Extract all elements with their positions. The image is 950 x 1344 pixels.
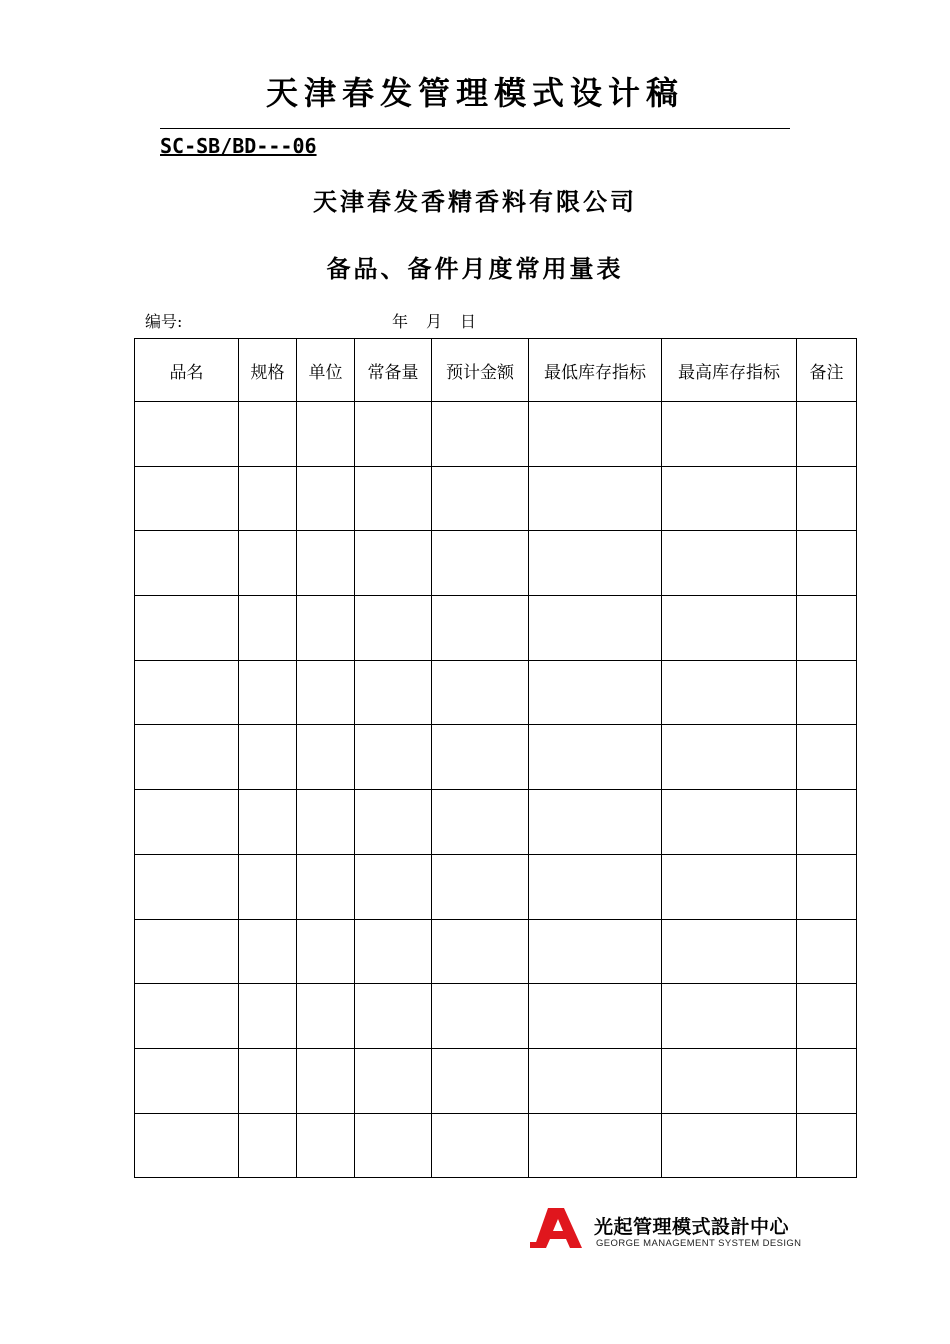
table-cell[interactable] bbox=[662, 402, 797, 467]
table-cell[interactable] bbox=[135, 984, 239, 1049]
table-cell[interactable] bbox=[355, 466, 432, 531]
table-cell[interactable] bbox=[529, 531, 662, 596]
table-cell[interactable] bbox=[432, 1048, 529, 1113]
table-cell[interactable] bbox=[797, 1113, 857, 1178]
table-cell[interactable] bbox=[355, 402, 432, 467]
column-header-max-stock: 最高库存指标 bbox=[662, 339, 797, 402]
table-cell[interactable] bbox=[355, 531, 432, 596]
table-cell[interactable] bbox=[239, 984, 297, 1049]
table-cell[interactable] bbox=[355, 790, 432, 855]
table-cell[interactable] bbox=[135, 660, 239, 725]
table-cell[interactable] bbox=[797, 596, 857, 661]
table-cell[interactable] bbox=[135, 919, 239, 984]
table-cell[interactable] bbox=[432, 531, 529, 596]
table-row bbox=[135, 1113, 857, 1178]
table-cell[interactable] bbox=[355, 596, 432, 661]
table-cell[interactable] bbox=[662, 466, 797, 531]
table-cell[interactable] bbox=[297, 919, 355, 984]
table-cell[interactable] bbox=[297, 660, 355, 725]
table-cell[interactable] bbox=[797, 984, 857, 1049]
table-cell[interactable] bbox=[239, 1113, 297, 1178]
table-cell[interactable] bbox=[297, 790, 355, 855]
number-label: 编号: bbox=[145, 312, 183, 331]
table-cell[interactable] bbox=[135, 1113, 239, 1178]
table-row bbox=[135, 984, 857, 1049]
month-label: 月 bbox=[426, 312, 443, 331]
date-line bbox=[392, 309, 476, 332]
table-cell[interactable] bbox=[797, 790, 857, 855]
column-header-standing-qty: 常备量 bbox=[355, 339, 432, 402]
table-cell[interactable] bbox=[135, 466, 239, 531]
table-cell[interactable] bbox=[432, 466, 529, 531]
column-header-spec: 规格 bbox=[239, 339, 297, 402]
table-cell[interactable] bbox=[135, 854, 239, 919]
table-cell[interactable] bbox=[297, 402, 355, 467]
table-cell[interactable] bbox=[797, 660, 857, 725]
table-cell[interactable] bbox=[529, 854, 662, 919]
table-cell[interactable] bbox=[662, 725, 797, 790]
table-cell[interactable] bbox=[239, 466, 297, 531]
header-title: 天津春发管理模式设计稿 bbox=[265, 74, 684, 112]
table-cell[interactable] bbox=[432, 660, 529, 725]
table-cell[interactable] bbox=[432, 725, 529, 790]
table-cell[interactable] bbox=[432, 596, 529, 661]
table-cell[interactable] bbox=[135, 725, 239, 790]
table-cell[interactable] bbox=[797, 1048, 857, 1113]
table-cell[interactable] bbox=[662, 660, 797, 725]
table-row bbox=[135, 1048, 857, 1113]
letter-a-logo-icon bbox=[530, 1208, 586, 1248]
column-header-remarks: 备注 bbox=[797, 339, 857, 402]
table-cell[interactable] bbox=[355, 725, 432, 790]
document-code: SC-SB/BD---06 bbox=[160, 134, 317, 158]
table-row bbox=[135, 919, 857, 984]
table-cell[interactable] bbox=[135, 596, 239, 661]
table-cell[interactable] bbox=[662, 854, 797, 919]
table-cell[interactable] bbox=[529, 984, 662, 1049]
table-cell[interactable] bbox=[355, 854, 432, 919]
table-cell[interactable] bbox=[432, 919, 529, 984]
column-header-min-stock: 最低库存指标 bbox=[529, 339, 662, 402]
table-cell[interactable] bbox=[797, 919, 857, 984]
table-cell[interactable] bbox=[797, 466, 857, 531]
table-row bbox=[135, 466, 857, 531]
table-cell[interactable] bbox=[297, 1048, 355, 1113]
table-cell[interactable] bbox=[529, 596, 662, 661]
day-label: 日 bbox=[460, 312, 477, 331]
table-cell[interactable] bbox=[297, 1113, 355, 1178]
table-cell[interactable] bbox=[239, 790, 297, 855]
table-cell[interactable] bbox=[135, 1048, 239, 1113]
year-label: 年 bbox=[392, 312, 409, 331]
table-cell[interactable] bbox=[797, 854, 857, 919]
table-cell[interactable] bbox=[355, 919, 432, 984]
table-cell[interactable] bbox=[355, 660, 432, 725]
table-cell[interactable] bbox=[355, 1113, 432, 1178]
footer-logo bbox=[530, 1208, 802, 1252]
column-header-unit: 单位 bbox=[297, 339, 355, 402]
table-cell[interactable] bbox=[239, 660, 297, 725]
table-cell[interactable] bbox=[239, 596, 297, 661]
table-cell[interactable] bbox=[662, 919, 797, 984]
table-cell[interactable] bbox=[662, 790, 797, 855]
table-row bbox=[135, 854, 857, 919]
table-cell[interactable] bbox=[529, 1048, 662, 1113]
table-cell[interactable] bbox=[239, 919, 297, 984]
table-cell[interactable] bbox=[239, 1048, 297, 1113]
table-cell[interactable] bbox=[297, 854, 355, 919]
table-cell[interactable] bbox=[135, 531, 239, 596]
table-cell[interactable] bbox=[797, 402, 857, 467]
table-cell[interactable] bbox=[239, 531, 297, 596]
table-cell[interactable] bbox=[529, 919, 662, 984]
table-cell[interactable] bbox=[529, 1113, 662, 1178]
table-cell[interactable] bbox=[297, 466, 355, 531]
table-cell[interactable] bbox=[297, 725, 355, 790]
table-cell[interactable] bbox=[662, 531, 797, 596]
table-cell[interactable] bbox=[662, 596, 797, 661]
table-cell[interactable] bbox=[662, 1113, 797, 1178]
table-row bbox=[135, 660, 857, 725]
table-cell[interactable] bbox=[239, 725, 297, 790]
company-name: 天津春发香精香料有限公司 bbox=[313, 188, 637, 216]
table-row bbox=[135, 725, 857, 790]
table-cell[interactable] bbox=[529, 790, 662, 855]
table-cell[interactable] bbox=[797, 725, 857, 790]
table-cell[interactable] bbox=[432, 790, 529, 855]
table-cell[interactable] bbox=[662, 1048, 797, 1113]
table-cell[interactable] bbox=[135, 402, 239, 467]
column-header-estimated-amount: 预计金额 bbox=[432, 339, 529, 402]
table-cell[interactable] bbox=[297, 596, 355, 661]
table-row bbox=[135, 790, 857, 855]
table-cell[interactable] bbox=[432, 854, 529, 919]
logo-english-text: GEORGE MANAGEMENT SYSTEM DESIGN bbox=[596, 1238, 802, 1249]
table-cell[interactable] bbox=[432, 1113, 529, 1178]
table-row bbox=[135, 402, 857, 467]
table-cell[interactable] bbox=[529, 725, 662, 790]
spare-parts-table bbox=[134, 338, 857, 1178]
table-cell[interactable] bbox=[529, 660, 662, 725]
table-cell[interactable] bbox=[529, 402, 662, 467]
table-header-row bbox=[135, 339, 857, 402]
table-cell[interactable] bbox=[355, 1048, 432, 1113]
table-cell[interactable] bbox=[797, 531, 857, 596]
table-cell[interactable] bbox=[529, 466, 662, 531]
table-cell[interactable] bbox=[432, 402, 529, 467]
table-cell[interactable] bbox=[135, 790, 239, 855]
table-cell[interactable] bbox=[297, 984, 355, 1049]
table-cell[interactable] bbox=[297, 531, 355, 596]
logo-chinese-text: 光起管理模式設計中心 bbox=[594, 1216, 790, 1238]
header-rule bbox=[160, 128, 790, 129]
table-row bbox=[135, 596, 857, 661]
form-title: 备品、备件月度常用量表 bbox=[326, 255, 624, 283]
table-cell[interactable] bbox=[662, 984, 797, 1049]
table-cell[interactable] bbox=[239, 854, 297, 919]
table-row bbox=[135, 531, 857, 596]
table-cell[interactable] bbox=[355, 984, 432, 1049]
column-header-name: 品名 bbox=[135, 339, 239, 402]
table-cell[interactable] bbox=[432, 984, 529, 1049]
table-cell[interactable] bbox=[239, 402, 297, 467]
